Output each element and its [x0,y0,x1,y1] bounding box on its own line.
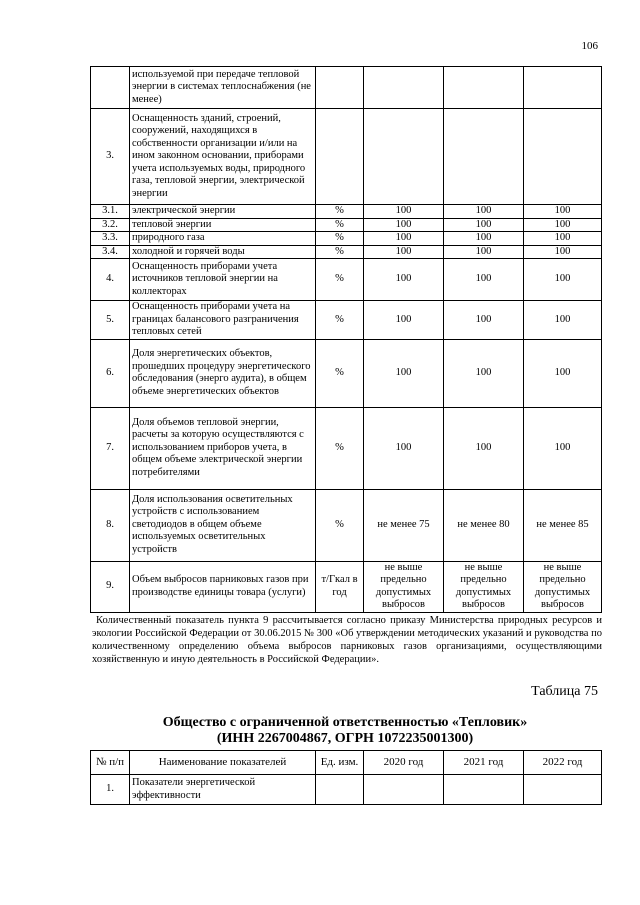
table-row [91,109,602,205]
table-row [91,489,602,561]
row-number [91,67,130,109]
organization-title [90,715,600,747]
row-number: 6. [91,339,130,407]
value-2021: 100 [444,407,524,489]
indicator-name: Объем выбросов парниковых газов при производстве единицы товара (услуги) [130,561,316,612]
unit: % [316,489,364,561]
organization-ids: (ИНН 2267004867, ОГРН 1072235001300) [216,731,474,746]
unit: % [316,205,364,219]
unit: т/Гкал в год [316,561,364,612]
header-2022: 2022 год [524,751,602,775]
row-number: 3. [91,109,130,205]
value-2020: не выше предельно допустимых выбросов [364,561,444,612]
value-2022: 100 [524,232,602,246]
value-2020: 100 [364,301,444,340]
organization-name: Общество с ограниченной ответственностью «Тепловик» [162,715,528,730]
row-number: 9. [91,561,130,612]
value-2020 [364,67,444,109]
row-number: 4. [91,259,130,301]
unit: % [316,407,364,489]
row-number: 3.3. [91,232,130,246]
value-2022: не менее 85 [524,489,602,561]
value-2022 [524,67,602,109]
value-2020: не менее 75 [364,489,444,561]
unit [316,109,364,205]
indicator-name: Доля использования осветительных устройств с использованием светодиодов в общем объеме используемых осветительных устройств [130,489,316,561]
table-row [91,407,602,489]
page-number: 106 [581,40,598,52]
header-2021: 2021 год [444,751,524,775]
unit: % [316,301,364,340]
value-2020: 100 [364,245,444,259]
value-2021: 100 [444,259,524,301]
table-row [91,245,602,259]
unit: % [316,245,364,259]
value-2021: 100 [444,339,524,407]
indicator-name: холодной и горячей воды [130,245,316,259]
value-2021: 100 [444,245,524,259]
indicator-name: Оснащенность приборами учета на границах балансового разграничения тепловых сетей [130,301,316,340]
header-name: Наименование показателей [130,751,316,775]
table-row [91,775,602,805]
value-2022: 100 [524,245,602,259]
table-label: Таблица 75 [531,684,598,699]
unit: % [316,339,364,407]
value-2022 [524,775,602,805]
row-number: 8. [91,489,130,561]
table-row [91,339,602,407]
energy-efficiency-table [90,66,602,613]
indicator-name: Оснащенность приборами учета источников тепловой энергии на коллекторах [130,259,316,301]
value-2020 [364,775,444,805]
table-row [91,232,602,246]
table-row [91,259,602,301]
indicator-name: Оснащенность зданий, строений, сооружений, находящихся в собственности организации и/или на ином законном основании, приборами учета используемых воды, природного газа, тепловой энергии, электрической энергии [130,109,316,205]
value-2022: 100 [524,218,602,232]
row-number: 3.4. [91,245,130,259]
value-2021: 100 [444,205,524,219]
table-row [91,561,602,612]
header-2020: 2020 год [364,751,444,775]
table-row [91,301,602,340]
row-number: 3.2. [91,218,130,232]
value-2022: не выше предельно допустимых выбросов [524,561,602,612]
unit: % [316,259,364,301]
table-header-row [91,751,602,775]
value-2020: 100 [364,339,444,407]
indicator-name: природного газа [130,232,316,246]
row-number: 3.1. [91,205,130,219]
footnote: Количественный показатель пункта 9 рассчитывается согласно приказу Министерства природных ресурсов и экологии Российской Федерации от 30.06.2015 № 300 «Об утверждении методических указаний и руководства по количественному определению объема выбросов парниковых газов организациями, осуществляющими хозяйственную и иную деятельность в Российской Федерации». [92,615,602,665]
indicator-name: Доля объемов тепловой энергии, расчеты за которую осуществляются с использованием приборов учета, в общем объеме электрической энергии потребителями [130,407,316,489]
value-2021: 100 [444,218,524,232]
value-2021: не менее 80 [444,489,524,561]
indicator-name: Доля энергетических объектов, прошедших процедуру энергетического обследования (энерго аудита), в общем объеме энергетических объектов [130,339,316,407]
row-number: 5. [91,301,130,340]
row-number: 1. [91,775,130,805]
indicator-name: электрической энергии [130,205,316,219]
value-2022: 100 [524,339,602,407]
value-2022 [524,109,602,205]
value-2021 [444,775,524,805]
value-2020: 100 [364,218,444,232]
value-2021: 100 [444,301,524,340]
unit: % [316,218,364,232]
header-unit: Ед. изм. [316,751,364,775]
value-2021 [444,109,524,205]
value-2022: 100 [524,301,602,340]
row-number: 7. [91,407,130,489]
value-2022: 100 [524,259,602,301]
value-2022: 100 [524,407,602,489]
value-2021: не выше предельно допустимых выбросов [444,561,524,612]
value-2020: 100 [364,232,444,246]
value-2020: 100 [364,259,444,301]
value-2022: 100 [524,205,602,219]
table-row [91,205,602,219]
value-2021: 100 [444,232,524,246]
value-2020: 100 [364,205,444,219]
tplovik-indicators-table [90,750,602,805]
unit: % [316,232,364,246]
value-2021 [444,67,524,109]
indicator-name: используемой при передаче тепловой энергии в системах теплоснабжения (не менее) [130,67,316,109]
table-row [91,67,602,109]
value-2020 [364,109,444,205]
header-num: № п/п [91,751,130,775]
table-row [91,218,602,232]
unit [316,67,364,109]
value-2020: 100 [364,407,444,489]
indicator-name: Показатели энергетической эффективности [130,775,316,805]
unit [316,775,364,805]
indicator-name: тепловой энергии [130,218,316,232]
